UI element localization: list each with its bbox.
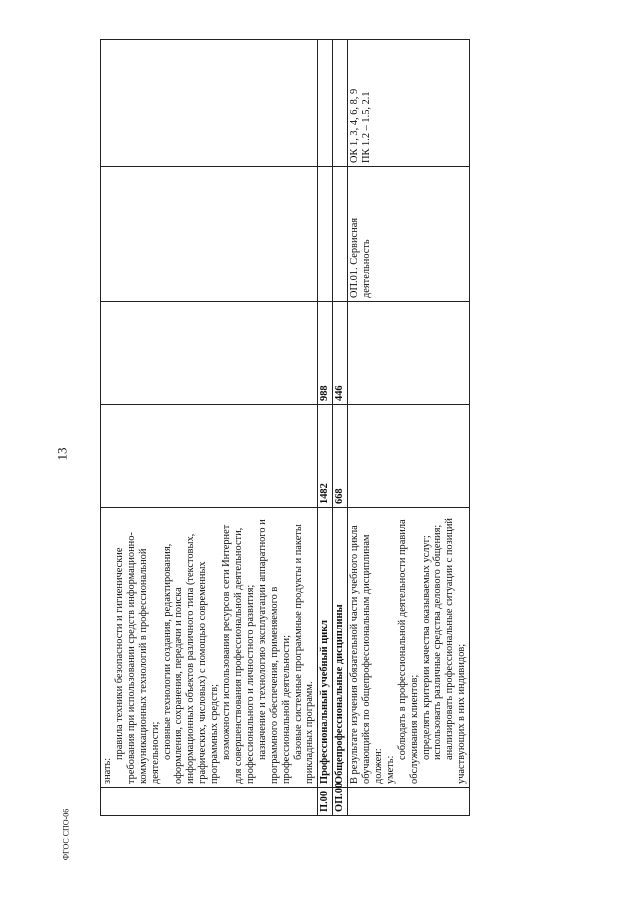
znat-heading: знать: <box>102 757 113 784</box>
op01-intro: В результате изучения обязательной части учебного цикла обучающийся по общепрофессиональным дисциплинам должен: <box>349 525 384 784</box>
cell-competencies <box>318 40 333 167</box>
op01-line: определять критерии качества оказываемых услуг; <box>420 535 432 760</box>
znat-line: правила техники безопасности и гигиенические требования при использовании средств информационно-коммуникационных технологий в профессиональной деятельности; <box>113 532 161 784</box>
cell-required-hours: 988 <box>318 302 333 405</box>
cell-discipline: ОП.01. Сервисная деятельность <box>348 167 470 302</box>
cell-content: Профессиональный учебный цикл <box>318 508 333 788</box>
op01-line: анализировать профессиональные ситуации с позиций участвующих в них индивидов; <box>444 518 468 784</box>
cell-required-hours <box>101 302 318 405</box>
cell-required-hours: 446 <box>333 302 348 405</box>
footer-code: ФГОС СПО-06 <box>61 808 71 861</box>
cell-code <box>101 788 318 816</box>
cell-content <box>101 508 318 788</box>
znat-line: базовые системные программные продукты и пакеты прикладных программ. <box>292 524 316 784</box>
cell-content: Общепрофессиональные дисциплины <box>333 508 348 788</box>
cell-discipline <box>101 167 318 302</box>
cell-content <box>348 508 470 788</box>
page-number: 13 <box>54 447 70 461</box>
op01-heading: уметь: <box>384 755 396 784</box>
znat-line: возможности использования ресурсов сети Интернет для совершенствования профессиональной деятельности, профессионального и личностного развития; <box>221 524 256 784</box>
table-row-znat <box>101 40 318 816</box>
cell-discipline <box>333 167 348 302</box>
cell-code <box>348 788 470 816</box>
cell-max-hours: 1482 <box>318 405 333 508</box>
cell-code: П.00 <box>318 788 333 816</box>
cell-code: ОП.00 <box>333 788 348 816</box>
cell-required-hours <box>348 302 470 405</box>
table-row-p00 <box>318 40 333 816</box>
cell-competencies <box>333 40 348 167</box>
curriculum-table <box>100 39 470 816</box>
op01-line: использовать различные средства делового общения; <box>432 524 444 760</box>
cell-max-hours: 668 <box>333 405 348 508</box>
table-row-op01 <box>348 40 470 816</box>
cell-max-hours <box>101 405 318 508</box>
op01-line: соблюдать в профессиональной деятельности правила обслуживания клиентов; <box>396 519 420 784</box>
table-row-op00 <box>333 40 348 816</box>
cell-max-hours <box>348 405 470 508</box>
znat-line: назначение и технологию эксплуатации аппаратного и программного обеспечения, применяемого в профессиональной деятельности; <box>256 519 292 784</box>
rotated-page-area <box>100 40 468 816</box>
cell-discipline <box>318 167 333 302</box>
curriculum-table-wrapper <box>100 40 468 816</box>
znat-line: основные технологии создания, редактирования, оформления, сохранения, передачи и поиска информационных объектов различного типа (текстовых, графических, числовых) с помощью современных программных средств; <box>161 533 221 784</box>
cell-competencies: ОК 1, 3, 4, 6, 8, 9 ПК 1.2 – 1.5, 2.1 <box>348 40 470 167</box>
cell-competencies <box>101 40 318 167</box>
